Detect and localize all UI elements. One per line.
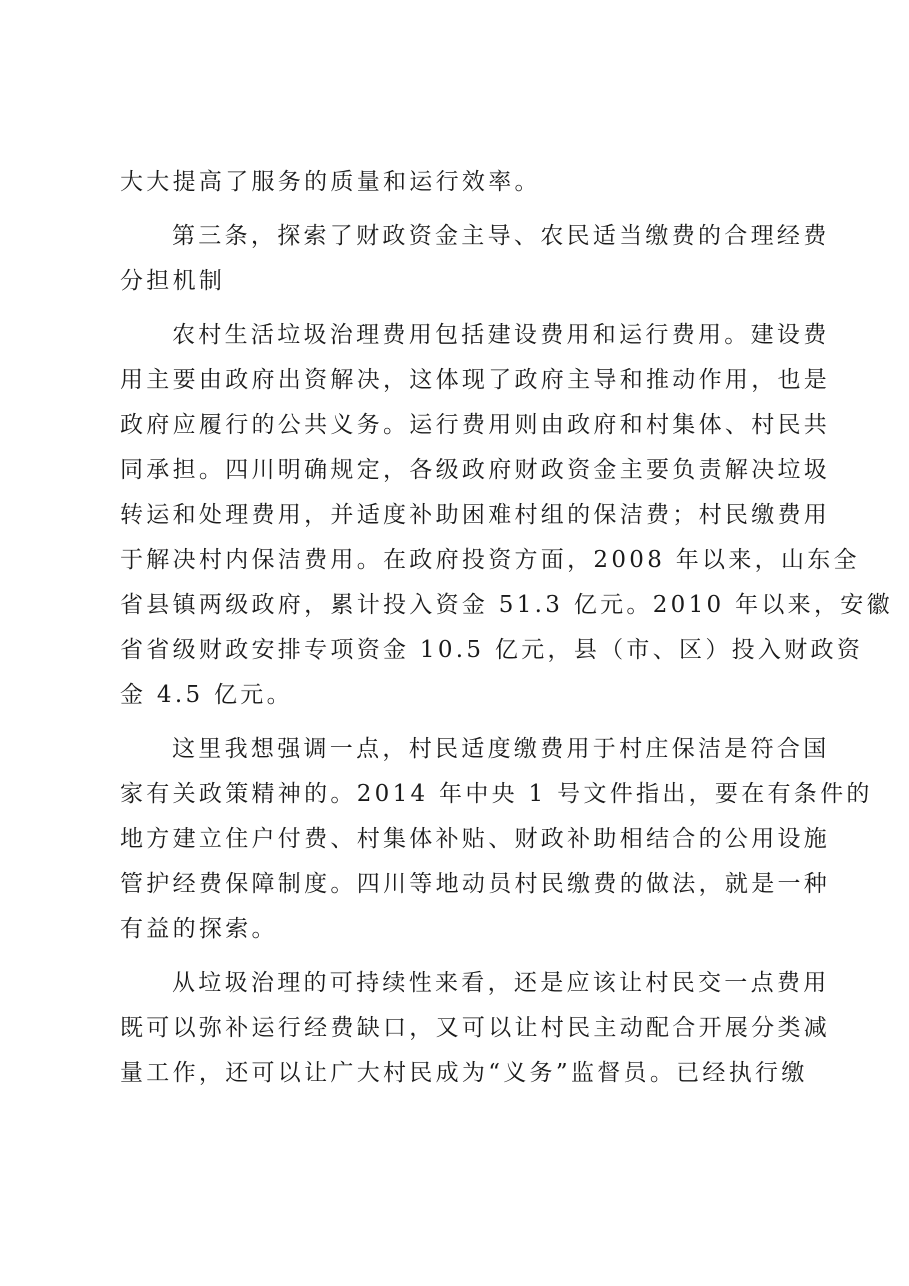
document-page [120,160,893,1105]
text-line: 农村生活垃圾治理费用包括建设费用和运行费用。建设费 [172,322,830,348]
text-line: 第三条，探索了财政资金主导、农民适当缴费的合理经费 [172,223,830,249]
text-line: 省县镇两级政府，累计投入资金 51.3 亿元。2010 年以来，安徽 [120,592,893,618]
text-line: 这里我想强调一点，村民适度缴费用于村庄保洁是符合国 [172,736,830,762]
text-line: 家有关政策精神的。2014 年中央 1 号文件指出，要在有条件的 [120,781,873,807]
text-line: 地方建立住户付费、村集体补贴、财政补助相结合的公用设施 [120,826,831,852]
text-line: 有益的探索。 [120,916,278,942]
text-line: 管护经费保障制度。四川等地动员村民缴费的做法，就是一种 [120,871,831,897]
text-line: 同承担。四川明确规定，各级政府财政资金主要负责解决垃圾 [120,457,831,483]
paragraph-4 [120,727,873,952]
text-line: 转运和处理费用，并适度补助困难村组的保洁费；村民缴费用 [120,502,831,528]
text-line: 大大提高了服务的质量和运行效率。 [120,169,541,195]
text-line: 量工作，还可以让广大村民成为“义务”监督员。已经执行缴 [120,1060,808,1086]
text-line: 金 4.5 亿元。 [120,682,293,708]
text-line: 省省级财政安排专项资金 10.5 亿元，县（市、区）投入财政资 [120,637,864,663]
paragraph-1 [120,160,810,205]
text-line: 分担机制 [120,268,226,294]
text-line: 用主要由政府出资解决，这体现了政府主导和推动作用，也是 [120,367,831,393]
text-line: 于解决村内保洁费用。在政府投资方面，2008 年以来，山东全 [120,547,860,573]
paragraph-5 [120,961,831,1096]
paragraph-2-heading [120,214,830,304]
text-line: 既可以弥补运行经费缺口，又可以让村民主动配合开展分类减 [120,1015,831,1041]
paragraph-3 [120,313,893,718]
text-line: 政府应履行的公共义务。运行费用则由政府和村集体、村民共 [120,412,831,438]
text-line: 从垃圾治理的可持续性来看，还是应该让村民交一点费用 [172,970,830,996]
